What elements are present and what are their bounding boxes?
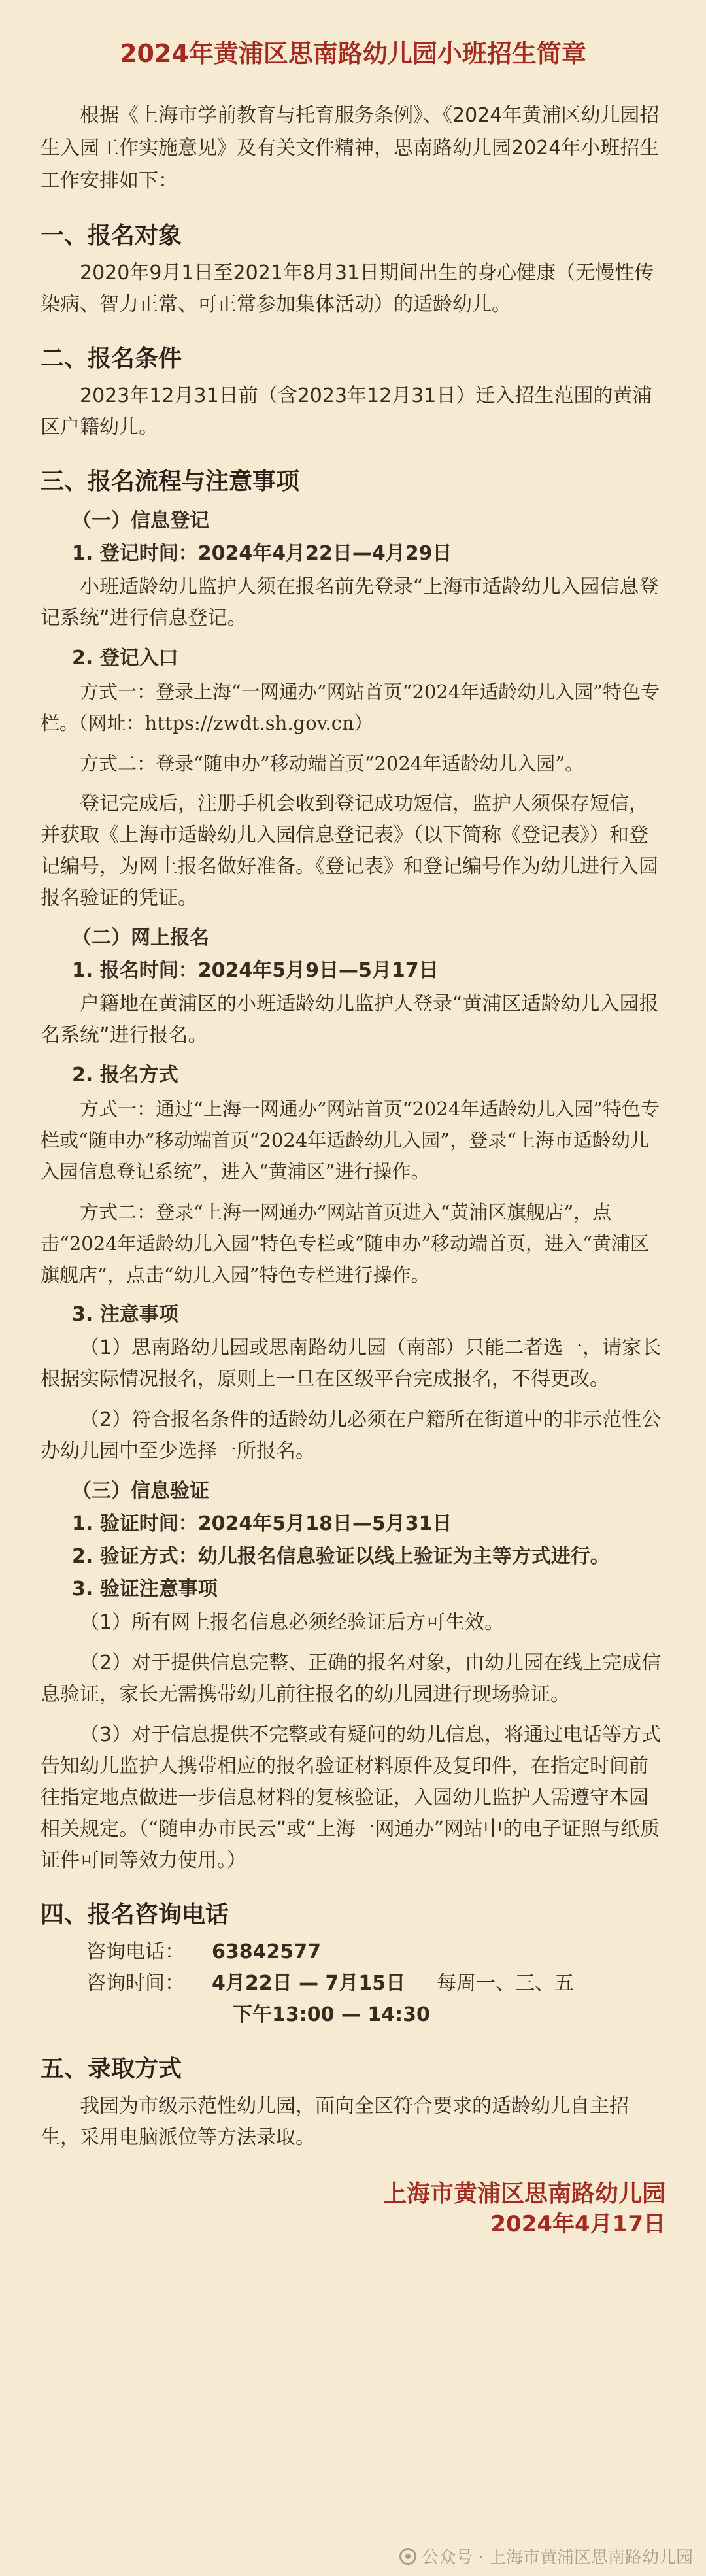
subsection-info-registration: （一）信息登记 (72, 509, 209, 532)
section-1-text: 2020年9月1日至2021年8月31日期间出生的身心健康（无慢性传染病、智力正常、可正常参加集体活动）的适龄幼儿。 (41, 262, 654, 316)
registration-way-1: 方式一：登录上海“一网通办”网站首页“2024年适龄幼儿入园”特色专栏。（网址：https://zwdt.sh.gov.cn） (41, 681, 660, 734)
section-2-heading: 二、报名条件 (41, 345, 182, 372)
verification-note-3: （3）对于信息提供不完整或有疑问的幼儿信息，将通过电话等方式告知幼儿监护人携带相应的报名验证材料原件及复印件，在指定时间前往指定地点做进一步信息材料的复核验证，入园幼儿监护人需遵守本园相关规定。（“随申办市民云”或“上海一网通办”网站中的电子证照与纸质证件可同等效力使用。） (41, 1723, 662, 1872)
signature-date: 2024年4月17日 (490, 2211, 665, 2237)
signup-text: 户籍地在黄浦区的小班适龄幼儿监护人登录“黄浦区适龄幼儿入园报名系统”进行报名。 (41, 992, 659, 1047)
section-3-heading: 三、报名流程与注意事项 (41, 468, 300, 495)
consult-time-dates: 4月22日 — 7月15日 (212, 1972, 406, 1995)
signup-note-1: （1）思南路幼儿园或思南路幼儿园（南部）只能二者选一，请家长根据实际情况报名，原则上一旦在区级平台完成报名，不得更改。 (41, 1336, 662, 1391)
registration-way-2: 方式二：登录“随申办”移动端首页“2024年适龄幼儿入园”。 (80, 753, 584, 775)
phone-label: 咨询电话： (86, 1940, 184, 1963)
verification-note-1: （1）所有网上报名信息必须经验证后方可生效。 (80, 1611, 505, 1634)
section-4-heading: 四、报名咨询电话 (41, 1901, 229, 1928)
signup-time: 1. 报名时间：2024年5月9日—5月17日 (72, 959, 439, 982)
section-5-heading: 五、录取方式 (41, 2056, 182, 2082)
signup-way-1: 方式一：通过“上海一网通办”网站首页“2024年适龄幼儿入园”特色专栏或“随申办”移动端首页“2024年适龄幼儿入园”，登录“上海市适龄幼儿入园信息登记系统”，进入“黄浦区”进行操作。 (41, 1098, 660, 1183)
section-5-text: 我园为市级示范性幼儿园，面向全区符合要求的适龄幼儿自主招生，采用电脑派位等方法录取。 (41, 2095, 629, 2149)
page-title: 2024年黄浦区思南路幼儿园小班招生简章 (120, 39, 586, 68)
verification-notes-heading: 3. 验证注意事项 (72, 1578, 218, 1601)
consult-time-row (41, 1968, 665, 1999)
signup-method-heading: 2. 报名方式 (72, 1064, 178, 1087)
wechat-icon (399, 2548, 416, 2565)
intro-paragraph: 根据《上海市学前教育与托育服务条例》、《2024年黄浦区幼儿园招生入园工作实施意见》及有关文件精神，思南路幼儿园2024年小班招生工作安排如下： (41, 104, 660, 192)
registration-entry-heading: 2. 登记入口 (72, 647, 178, 669)
signature-org: 上海市黄浦区思南路幼儿园 (382, 2180, 665, 2207)
signup-way-2: 方式二：登录“上海一网通办”网站首页进入“黄浦区旗舰店”，点击“2024年适龄幼儿入园”特色专栏或“随申办”移动端首页，进入“黄浦区旗舰店”，点击“幼儿入园”特色专栏进行操作。 (41, 1201, 649, 1286)
consult-hours-spacer (41, 1999, 233, 2031)
registration-text: 小班适龄幼儿监护人须在报名前先登录“上海市适龄幼儿入园信息登记系统”进行信息登记。 (41, 575, 659, 630)
subsection-verification: （三）信息验证 (72, 1480, 209, 1502)
consult-hours-row (41, 1999, 665, 2031)
consult-time-label: 咨询时间： (86, 1972, 184, 1995)
verification-method: 2. 验证方式：幼儿报名信息验证以线上验证为主等方式进行。 (72, 1545, 610, 1568)
consult-time-days: 每周一、三、五 (437, 1972, 575, 1995)
watermark-text: 公众号 · 上海市黄浦区思南路幼儿园 (422, 2548, 693, 2568)
phone-number: 63842577 (212, 1940, 321, 1963)
consult-hours: 下午13:00 — 14:30 (233, 2003, 430, 2026)
verification-time: 1. 验证时间：2024年5月18日—5月31日 (72, 1512, 452, 1535)
verification-note-2: （2）对于提供信息完整、正确的报名对象，由幼儿园在线上完成信息验证，家长无需携带幼儿前往报名的幼儿园进行现场验证。 (41, 1652, 662, 1706)
subsection-online-signup: （二）网上报名 (72, 926, 209, 949)
signup-notes-heading: 3. 注意事项 (72, 1303, 178, 1326)
registration-time: 1. 登记时间：2024年4月22日—4月29日 (72, 542, 452, 565)
section-1-heading: 一、报名对象 (41, 222, 182, 249)
registration-note: 登记完成后，注册手机会收到登记成功短信，监护人须保存短信，并获取《上海市适龄幼儿入园信息登记表》（以下简称《登记表》）和登记编号，为网上报名做好准备。《登记表》和登记编号作为幼儿进行入园报名验证的凭证。 (41, 792, 658, 909)
signup-note-2: （2）符合报名条件的适龄幼儿必须在户籍所在街道中的非示范性公办幼儿园中至少选择一所报名。 (41, 1408, 662, 1463)
phone-row (41, 1937, 665, 1968)
wechat-watermark (399, 2544, 693, 2568)
section-2-text: 2023年12月31日前（含2023年12月31日）迁入招生范围的黄浦区户籍幼儿。 (41, 384, 652, 439)
